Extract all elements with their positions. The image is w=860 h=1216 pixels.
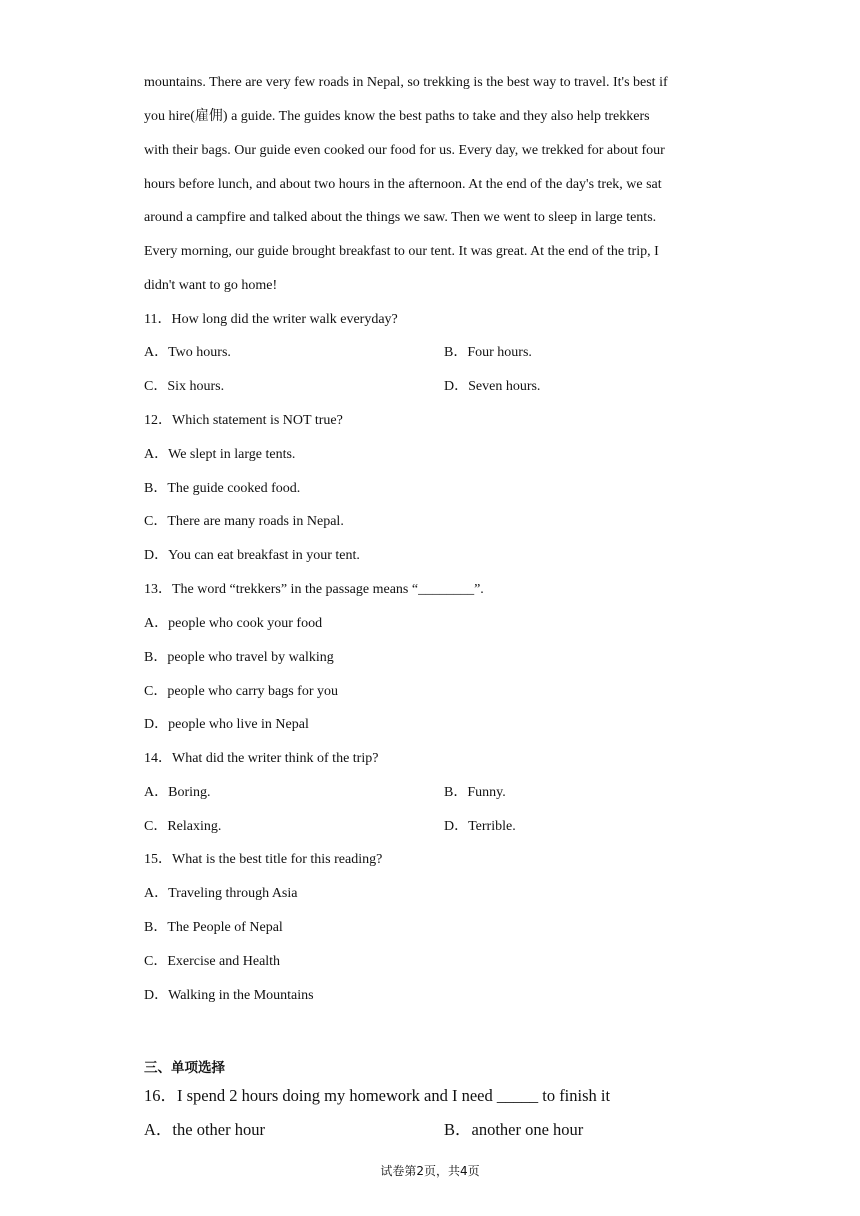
question-stem: 15．What is the best title for this reading?: [144, 852, 383, 867]
option-a[interactable]: A．We slept in large tents.: [144, 447, 296, 462]
question-stem: 11．How long did the writer walk everyday?: [144, 312, 398, 327]
option-d[interactable]: D．You can eat breakfast in your tent.: [144, 548, 360, 563]
page-footer: 试卷第2页，共4页: [380, 1164, 480, 1178]
option-a[interactable]: A．Two hours.: [144, 345, 231, 360]
question-stem: 12．Which statement is NOT true?: [144, 413, 343, 428]
option-c[interactable]: C．There are many roads in Nepal.: [144, 514, 344, 529]
question-stem: 14．What did the writer think of the trip?: [144, 751, 379, 766]
option-d[interactable]: D．Seven hours.: [444, 379, 541, 394]
passage-line: you hire(雇佣) a guide. The guides know the best paths to take and they also help trekkers: [144, 109, 650, 124]
option-a[interactable]: A．the other hour: [144, 1120, 265, 1139]
option-b[interactable]: B．people who travel by walking: [144, 650, 334, 665]
passage-line: mountains. There are very few roads in Nepal, so trekking is the best way to travel. It's best if: [144, 75, 668, 90]
option-d[interactable]: D．Walking in the Mountains: [144, 988, 314, 1003]
option-b[interactable]: B．The People of Nepal: [144, 920, 283, 935]
option-b[interactable]: B．Four hours.: [444, 345, 532, 360]
option-c[interactable]: C．Relaxing.: [144, 819, 222, 834]
passage-line: Every morning, our guide brought breakfast to our tent. It was great. At the end of the trip, I: [144, 244, 659, 259]
question-stem: 13．The word “trekkers” in the passage means “________”.: [144, 582, 484, 597]
option-b[interactable]: B．The guide cooked food.: [144, 481, 301, 496]
question-stem: 16．I spend 2 hours doing my homework and I need _____ to finish it: [144, 1086, 611, 1105]
option-c[interactable]: C．Six hours.: [144, 379, 225, 394]
option-c[interactable]: C．Exercise and Health: [144, 954, 281, 969]
option-c[interactable]: C．people who carry bags for you: [144, 684, 339, 699]
option-b[interactable]: B．another one hour: [444, 1120, 584, 1139]
passage-line: hours before lunch, and about two hours in the afternoon. At the end of the day's trek, we sat: [144, 177, 662, 192]
option-a[interactable]: A．Boring.: [144, 785, 211, 800]
option-b[interactable]: B．Funny.: [444, 785, 506, 800]
section-heading: 三、单项选择: [144, 1060, 225, 1076]
passage-line: with their bags. Our guide even cooked our food for us. Every day, we trekked for about four: [144, 143, 665, 158]
option-d[interactable]: D．people who live in Nepal: [144, 717, 309, 732]
option-d[interactable]: D．Terrible.: [444, 819, 516, 834]
option-a[interactable]: A．people who cook your food: [144, 616, 323, 631]
option-a[interactable]: A．Traveling through Asia: [144, 886, 298, 901]
passage-line: around a campfire and talked about the things we saw. Then we went to sleep in large tents.: [144, 210, 657, 225]
passage-line: didn't want to go home!: [144, 278, 278, 293]
